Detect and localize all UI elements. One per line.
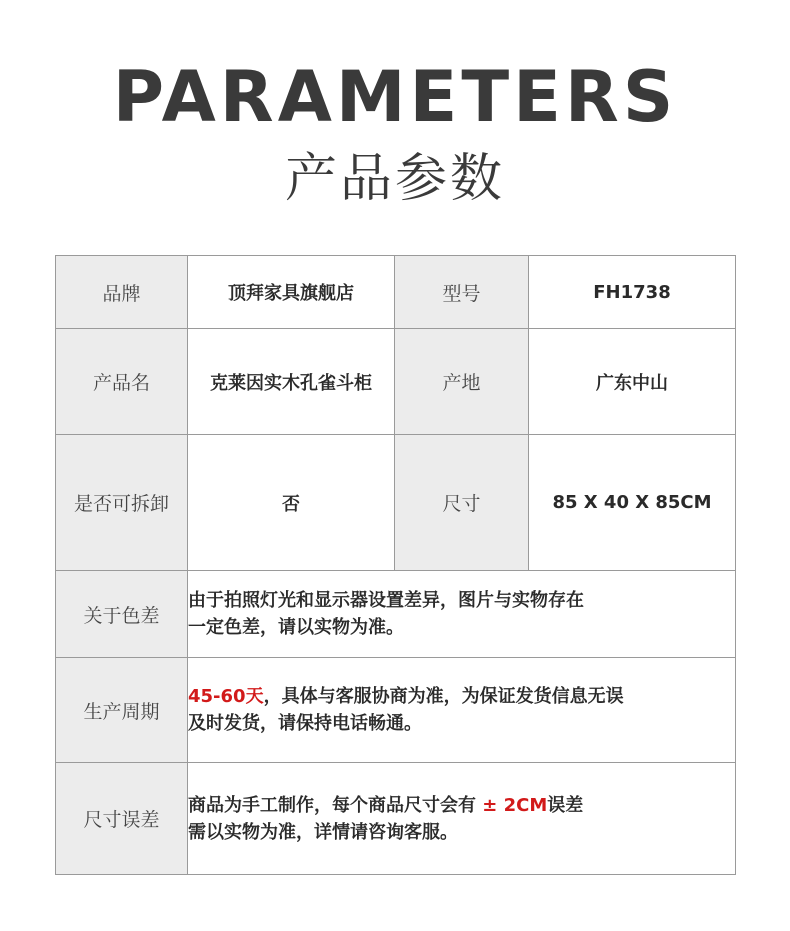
- product-name-value: 克莱因实木孔雀斗柜: [188, 329, 395, 435]
- production-line-2: 及时发货，请保持电话畅通。: [188, 713, 422, 734]
- page-title-chinese: 产品参数: [284, 149, 505, 209]
- color-diff-label: 关于色差: [56, 571, 188, 658]
- size-error-note: [188, 763, 736, 875]
- table-row-brand: [56, 256, 736, 329]
- parameters-table: [55, 255, 736, 875]
- color-diff-note: [188, 571, 736, 658]
- size-value: 85 X 40 X 85CM: [529, 435, 736, 571]
- table-row-size-error: [56, 763, 736, 875]
- origin-label: 产地: [395, 329, 529, 435]
- origin-value: 广东中山: [529, 329, 736, 435]
- table-row-detachable: [56, 435, 736, 571]
- size-error-line-1: [188, 792, 735, 819]
- model-label: 型号: [395, 256, 529, 329]
- size-error-line-1-pre: 商品为手工制作，每个商品尺寸会有: [188, 794, 483, 816]
- detachable-value: 否: [188, 435, 395, 571]
- product-name-label: 产品名: [56, 329, 188, 435]
- production-label: 生产周期: [56, 658, 188, 763]
- table-row-color-diff: [56, 571, 736, 658]
- production-line-1-text: ，具体与客服协商为准，为保证发货信息无误: [263, 686, 624, 707]
- production-note: [188, 658, 736, 763]
- model-value: FH1738: [529, 256, 736, 329]
- detachable-label: 是否可拆卸: [56, 435, 188, 571]
- production-days-highlight: 45-60天: [188, 686, 264, 707]
- size-error-line-2: 需以实物为准，详情请咨询客服。: [188, 821, 458, 843]
- size-label: 尺寸: [395, 435, 529, 571]
- size-error-line-1-post: 误差: [547, 794, 584, 816]
- brand-value: 顶拜家具旗舰店: [188, 256, 395, 329]
- size-error-highlight: ± 2CM: [482, 794, 548, 816]
- color-diff-line-2: 一定色差，请以实物为准。: [188, 617, 404, 638]
- color-diff-line-1: 由于拍照灯光和显示器设置差异，图片与实物存在: [188, 590, 584, 611]
- size-error-label: 尺寸误差: [56, 763, 188, 875]
- brand-label: 品牌: [56, 256, 188, 329]
- production-line-1: [188, 683, 735, 710]
- page-title-english: PARAMETERS: [112, 56, 678, 138]
- table-row-production: [56, 658, 736, 763]
- table-row-product: [56, 329, 736, 435]
